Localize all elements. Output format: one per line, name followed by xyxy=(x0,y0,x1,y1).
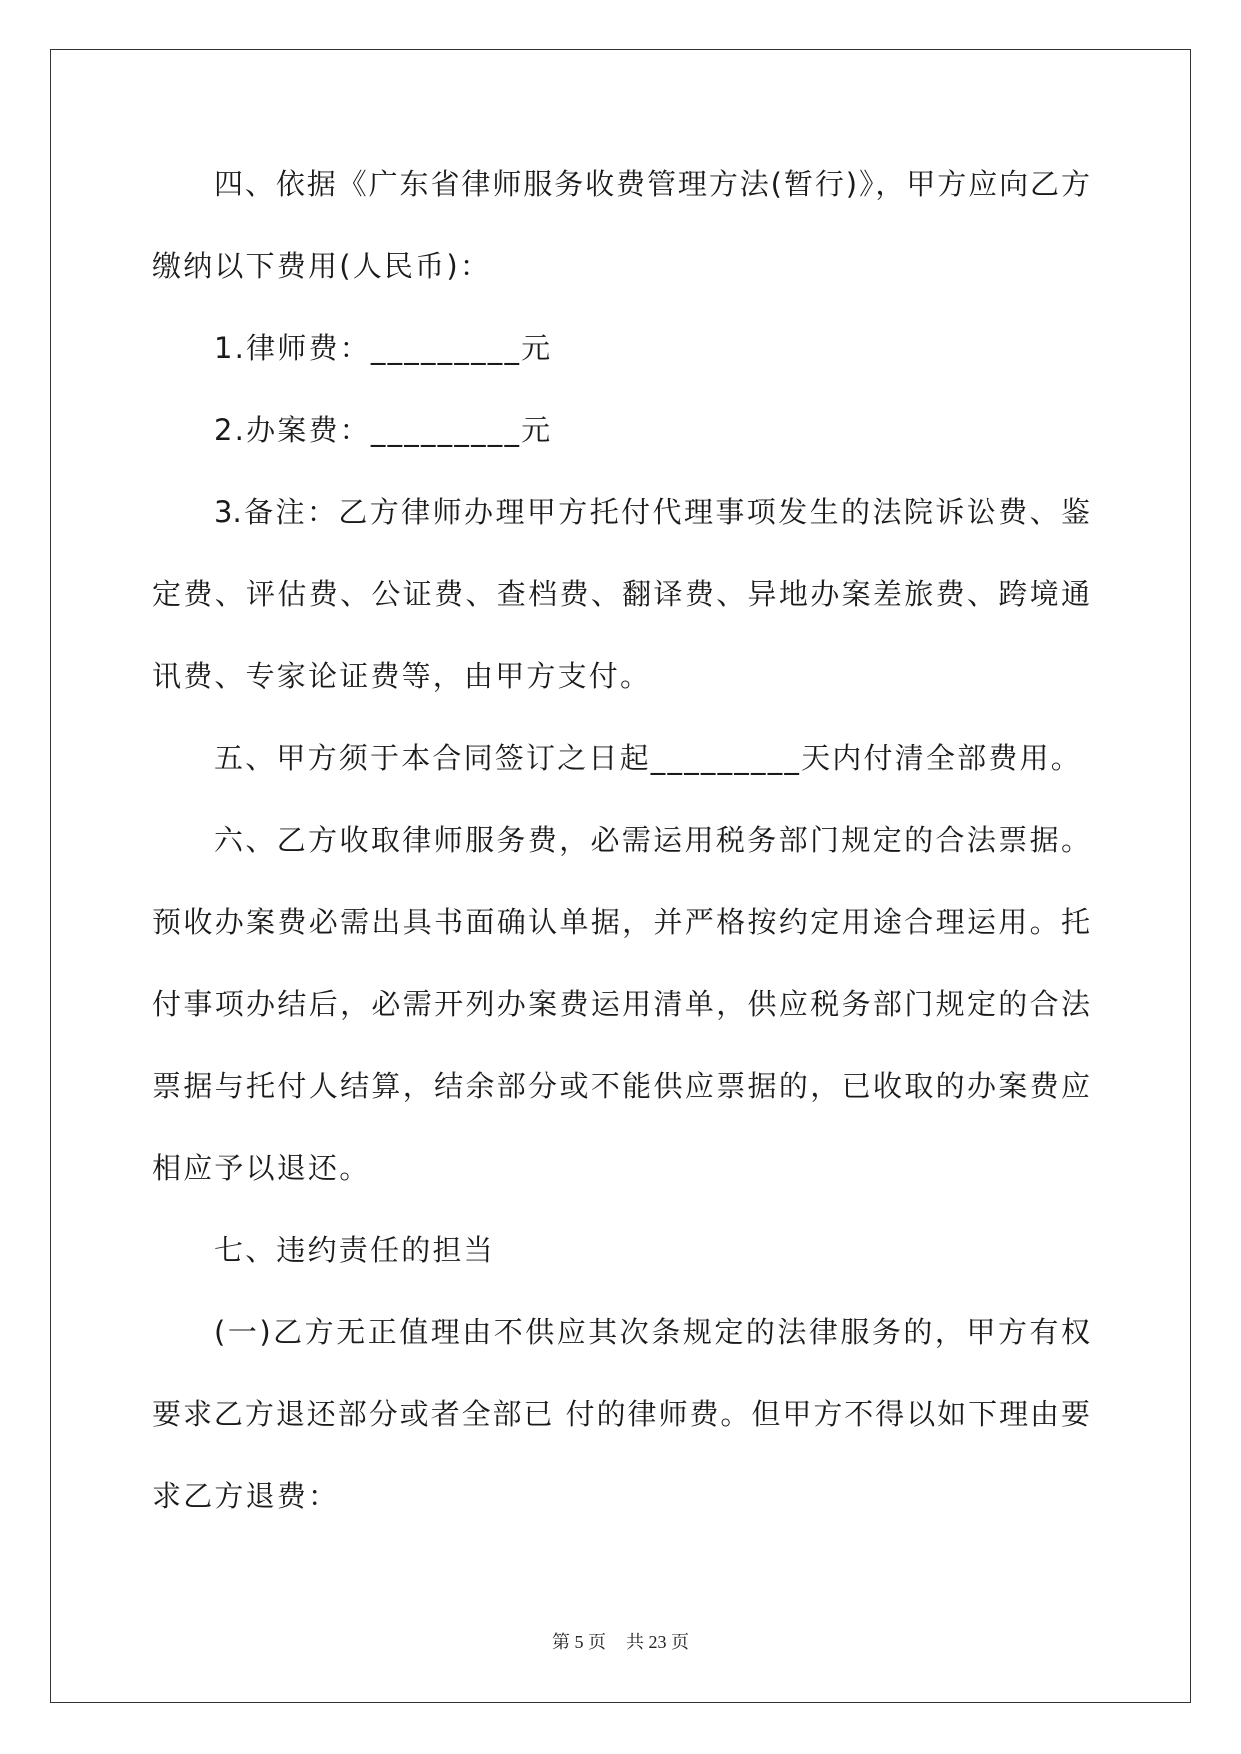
page-footer xyxy=(0,1628,1241,1654)
paragraph-line: 预收办案费必需出具书面确认单据，并严格按约定用途合理运用。托 xyxy=(152,905,1090,939)
paragraph-line: 相应予以退还。 xyxy=(152,1151,371,1185)
section-heading: 七、违约责任的担当 xyxy=(214,1233,495,1267)
paragraph-line: 付事项办结后，必需开列办案费运用清单，供应税务部门规定的合法 xyxy=(152,987,1090,1021)
page-number: 第 5 页 xyxy=(552,1632,606,1652)
paragraph-line: (一)乙方无正值理由不供应其次条规定的法律服务的，甲方有权 xyxy=(214,1315,1090,1349)
paragraph-line: 求乙方退费： xyxy=(152,1479,340,1513)
paragraph-line: 六、乙方收取律师服务费，必需运用税务部门规定的合法票据。 xyxy=(214,823,1090,857)
paragraph-line: 五、甲方须于本合同签订之日起_________天内付清全部费用。 xyxy=(214,741,1082,775)
paragraph-line: 缴纳以下费用(人民币)： xyxy=(152,249,492,283)
document-body xyxy=(152,162,1090,1556)
page-total: 共 23 页 xyxy=(626,1632,689,1652)
paragraph-line: 3.备注：乙方律师办理甲方托付代理事项发生的法院诉讼费、鉴 xyxy=(214,495,1090,529)
fee-item-lawyer: 1.律师费：_________元 xyxy=(214,331,553,365)
paragraph-line: 定费、评估费、公证费、查档费、翻译费、异地办案差旅费、跨境通 xyxy=(152,577,1090,611)
paragraph-line: 四、依据《广东省律师服务收费管理方法(暂行)》，甲方应向乙方 xyxy=(214,167,1090,201)
paragraph-line: 要求乙方退还部分或者全部已 付的律师费。但甲方不得以如下理由要 xyxy=(152,1397,1090,1431)
paragraph-line: 讯费、专家论证费等，由甲方支付。 xyxy=(152,659,652,693)
fee-item-case: 2.办案费：_________元 xyxy=(214,413,553,447)
paragraph-line: 票据与托付人结算，结余部分或不能供应票据的，已收取的办案费应 xyxy=(152,1069,1090,1103)
